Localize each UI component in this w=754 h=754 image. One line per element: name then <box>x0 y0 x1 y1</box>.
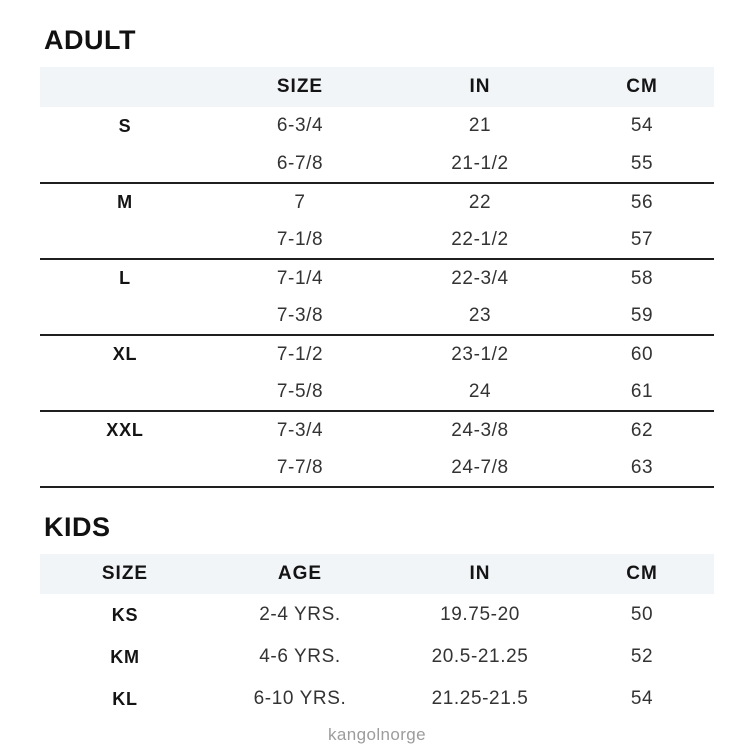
table-row <box>40 594 714 636</box>
cm-value: 59 <box>570 297 714 335</box>
cm-value: 54 <box>630 115 654 136</box>
table-row <box>40 335 714 373</box>
size-value: 7-5/8 <box>210 373 390 411</box>
size-group-label <box>40 449 210 487</box>
table-row <box>40 297 714 335</box>
table-row <box>40 373 714 411</box>
size-group-label: XL <box>112 344 138 364</box>
adult-section-heading: ADULT <box>44 25 136 55</box>
kids-col-header-size: SIZE <box>101 563 149 584</box>
in-value: 21 <box>468 115 492 136</box>
size-value: 6-3/4 <box>276 115 324 136</box>
adult-header-row <box>40 67 714 107</box>
size-group-label <box>40 373 210 411</box>
table-row <box>40 107 714 145</box>
size-group-label: XXL <box>106 420 144 440</box>
cm-value: 57 <box>570 221 714 259</box>
size-group-label <box>40 221 210 259</box>
kids-section-heading: KIDS <box>44 512 111 542</box>
in-value: 24-3/8 <box>451 419 509 441</box>
age-value: 2-4 YRS. <box>259 604 341 625</box>
kids-col-header-age: AGE <box>277 563 323 584</box>
age-value: 4-6 YRS. <box>259 646 341 667</box>
cm-value: 56 <box>630 191 654 213</box>
size-value: 7-3/4 <box>276 419 324 441</box>
cm-value: 52 <box>630 646 654 667</box>
cm-value: 58 <box>630 267 654 289</box>
in-value: 21-1/2 <box>390 145 570 183</box>
adult-col-header-cm: CM <box>626 76 658 97</box>
in-value: 21.25-21.5 <box>431 688 529 709</box>
in-value: 24-7/8 <box>390 449 570 487</box>
table-row <box>40 259 714 297</box>
in-value: 22 <box>468 191 492 213</box>
in-value: 23 <box>390 297 570 335</box>
size-value: 6-7/8 <box>210 145 390 183</box>
size-group-label: KS <box>111 604 139 625</box>
age-value: 6-10 YRS. <box>253 688 347 709</box>
size-group-label: S <box>118 115 132 136</box>
adult-col-header-empty <box>40 67 210 107</box>
table-row <box>40 636 714 678</box>
in-value: 23-1/2 <box>451 343 509 365</box>
cm-value: 55 <box>570 145 714 183</box>
cm-value: 62 <box>630 419 654 441</box>
size-group-label <box>40 145 210 183</box>
kids-col-header-cm: CM <box>626 563 658 584</box>
adult-size-table <box>40 67 714 488</box>
size-group-label: KL <box>112 688 138 709</box>
size-group-label: KM <box>110 646 140 667</box>
table-row <box>40 145 714 183</box>
size-group-label: M <box>117 192 133 212</box>
in-value: 22-1/2 <box>390 221 570 259</box>
brand-footer: kangolnorge <box>328 725 426 744</box>
cm-value: 63 <box>570 449 714 487</box>
size-value: 7-3/8 <box>210 297 390 335</box>
table-row <box>40 678 714 720</box>
adult-col-header-in: IN <box>469 76 491 97</box>
table-row <box>40 183 714 221</box>
size-value: 7-1/2 <box>276 343 324 365</box>
kids-size-table <box>40 554 714 720</box>
kids-header-row <box>40 554 714 594</box>
cm-value: 60 <box>630 343 654 365</box>
size-value: 7-1/4 <box>276 267 324 289</box>
kids-col-header-in: IN <box>469 563 491 584</box>
in-value: 24 <box>390 373 570 411</box>
adult-col-header-size: SIZE <box>276 76 324 97</box>
in-value: 19.75-20 <box>440 604 520 625</box>
cm-value: 54 <box>630 688 654 709</box>
cm-value: 50 <box>630 604 654 625</box>
size-group-label <box>40 297 210 335</box>
table-row <box>40 411 714 449</box>
in-value: 22-3/4 <box>451 267 509 289</box>
table-row <box>40 449 714 487</box>
size-value: 7-7/8 <box>210 449 390 487</box>
size-value: 7-1/8 <box>210 221 390 259</box>
size-group-label: L <box>119 268 131 288</box>
in-value: 20.5-21.25 <box>431 646 529 667</box>
cm-value: 61 <box>570 373 714 411</box>
table-row <box>40 221 714 259</box>
size-value: 7 <box>294 191 306 213</box>
